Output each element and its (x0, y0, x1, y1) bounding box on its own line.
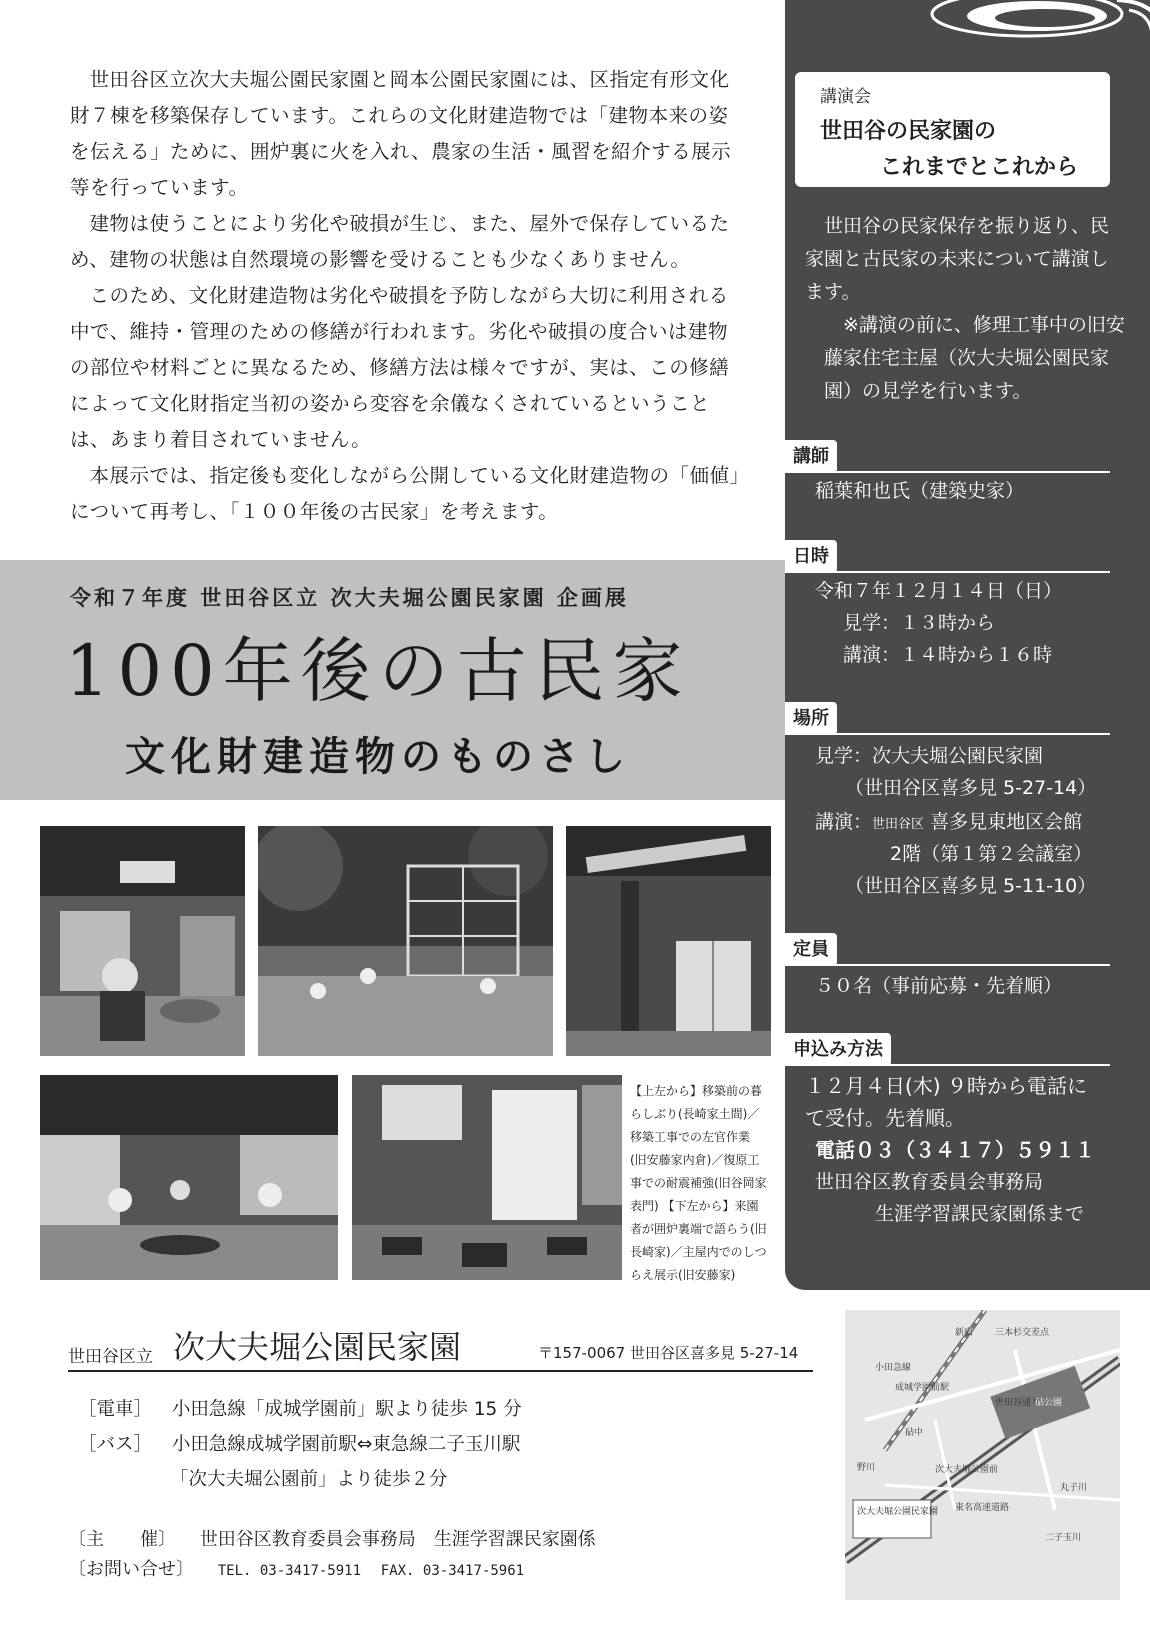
apply-rule (785, 1064, 1110, 1066)
datetime-heading (785, 540, 1110, 573)
venue-talk-room: 2階（第１第２会議室） (890, 843, 1093, 865)
venue-talk-hall: 喜多見東地区会館 (930, 811, 1083, 833)
map-label-futako: 二子玉川 (1045, 1533, 1082, 1543)
lecture-title-line2: これまでとこれから (880, 155, 1079, 180)
venue-talk-ward: 世田谷区 (872, 817, 925, 832)
apply-label: 申込み方法 (785, 1033, 891, 1066)
exhibit-tagline: 文化財建造物のものさし (125, 733, 631, 780)
lecture-description (805, 210, 1125, 408)
map-label-kinuta-park: 砧公園 (1035, 1398, 1063, 1408)
access-train (78, 1395, 522, 1421)
map-label-maruko: 丸子川 (1060, 1483, 1088, 1493)
datetime-date: 令和７年１２月１４日（日） (815, 580, 1063, 602)
footer-prefix: 世田谷区立 (68, 1347, 153, 1367)
map-label-nogawa: 野川 (857, 1463, 876, 1473)
access-train-text: 小田急線「成城学園前」駅より徒歩 15 分 (171, 1399, 522, 1420)
venue-tour: 見学：次大夫堀公園民家園 (815, 745, 1044, 767)
access-map-drawing (845, 1310, 1120, 1600)
photo-plaster-work (258, 826, 553, 1056)
venue-talk (815, 806, 1135, 841)
host-label: 〔主 催〕 (68, 1529, 176, 1550)
inquiry-label: 〔お問い合せ〕 (68, 1559, 194, 1580)
host-text: 世田谷区教育委員会事務局 生涯学習課民家園係 (199, 1529, 596, 1550)
photo-seismic-reinforcement (566, 826, 771, 1056)
access-bus (78, 1430, 520, 1456)
footer-name: 次大夫堀公園民家園 (173, 1328, 462, 1366)
apply-org2: 生涯学習課民家園係まで (875, 1203, 1085, 1225)
intro-paragraph-2: 建物は使うことにより劣化や破損が生じ、また、屋外で保存しているため、建物の状態は自然環境の影響を受けることも少なくありません。 (70, 212, 730, 271)
intro-paragraph-3: このため、文化財建造物は劣化や破損を予防しながら大切に利用される中で、維持・管理のための修繕が行われます。劣化や破損の度合いは建物の部位や材料ごとに異なるため、修繕方法は様々ですが、実は、この修繕によって文化財指定当初の姿から変容を余儀なくされているということは、あまり着目されていません。 (70, 284, 730, 451)
photo-hearth-image (40, 1075, 338, 1280)
capacity-rule (785, 964, 1110, 966)
photo-earthen-floor-image (40, 826, 245, 1056)
speaker-label: 講師 (785, 440, 837, 473)
host-line (68, 1525, 596, 1551)
apply-line1: １２月４日(木) ９時から電話に (805, 1074, 1087, 1098)
lecture-sidebar (785, 0, 1150, 1290)
apply-org1: 世田谷区教育委員会事務局 (815, 1171, 1044, 1193)
inquiry-line (68, 1555, 524, 1581)
venue-tour-address: （世田谷区喜多見 5-27-14） (845, 777, 1097, 799)
datetime-rule (785, 571, 1110, 573)
access-bus-stop: 「次大夫堀公園前」より徒歩２分 (170, 1469, 448, 1490)
photo-seismic-image (566, 826, 771, 1056)
map-label-tomei: 東名高速道路 (955, 1503, 1010, 1513)
datetime-label: 日時 (785, 540, 837, 573)
footer-address: 〒157-0067 世田谷区喜多見 5-27-14 (538, 1344, 799, 1362)
map-label-junction: 三本杉交差点 (995, 1328, 1050, 1338)
map-label-minkaen: 次大夫堀公園民家園 (857, 1507, 939, 1517)
capacity-label: 定員 (785, 933, 837, 966)
intro-paragraph-1: 世田谷区立次大夫堀公園民家園と岡本公園民家園には、区指定有形文化財７棟を移築保存しています。これらの文化財建造物では「建物本来の姿を伝える」ために、囲炉裏に火を入れ、農家の生活・風習を紹介する展示等を行っています。 (70, 68, 732, 199)
exhibit-subtitle: 令和７年度 世田谷区立 次大夫堀公園民家園 企画展 (70, 586, 629, 610)
cloud-swirl-icon (867, 0, 1150, 50)
map-label-setagaya-dori: 世田谷通り (995, 1398, 1041, 1408)
speaker-heading (785, 440, 1110, 473)
datetime-tour: 見学：１３時から (843, 612, 996, 634)
apply-phone: 電話０３（３４１７）５９１１ (815, 1138, 1095, 1162)
lecture-note: ※講演の前に、修理工事中の旧安藤家住宅主屋（次大夫堀公園民家園）の見学を行います。 (824, 314, 1125, 402)
photo-hearth-visitors (40, 1075, 338, 1280)
exhibit-title: 100年後の古民家 (65, 630, 691, 712)
inquiry-fax: FAX. 03-3417-5961 (380, 1563, 525, 1579)
speaker-rule (785, 471, 1110, 473)
lecture-kind: 講演会 (820, 87, 871, 107)
map-label-odakyu: 小田急線 (875, 1363, 912, 1373)
lecture-title-line1: 世田谷の民家園の (820, 119, 997, 144)
capacity-heading (785, 933, 1110, 966)
intro-text (70, 62, 740, 530)
photo-plaster-work-image (258, 826, 553, 1056)
venue-rule (785, 733, 1110, 735)
map-label-kinuta: 砧中 (905, 1428, 924, 1438)
map-label-station: 成城学園前駅 (895, 1383, 950, 1393)
access-train-label: ［電車］ (78, 1399, 153, 1420)
access-bus-text: 小田急線成城学園前駅⇔東急線二子玉川駅 (171, 1434, 521, 1455)
inquiry-tel: TEL. 03-3417-5911 (217, 1563, 362, 1579)
venue-talk-prefix: 講演： (815, 811, 873, 833)
exhibit-title-band (0, 560, 785, 800)
lecture-desc-text: 世田谷の民家保存を振り返り、民家園と古民家の未来について講演します。 (805, 215, 1110, 303)
access-bus-label: ［バス］ (78, 1434, 153, 1455)
photo-room-image (352, 1075, 622, 1280)
speaker-name: 稲葉和也氏（建築史家） (815, 480, 1025, 502)
apply-line2: て受付。先着順。 (805, 1106, 965, 1130)
footer-organization (68, 1322, 813, 1372)
capacity-value: ５０名（事前応募・先着順） (815, 975, 1063, 997)
photo-room-display (352, 1075, 622, 1280)
intro-paragraph-4: 本展示では、指定後も変化しながら公開している文化財建造物の「価値」について再考し、「１００年後の古民家」を考えます。 (70, 464, 740, 523)
lecture-title-box (795, 72, 1110, 187)
map-label-park-front: 次大夫堀公園前 (935, 1465, 999, 1475)
venue-talk-address: （世田谷区喜多見 5-11-10） (845, 875, 1097, 897)
photo-earthen-floor (40, 826, 245, 1056)
access-map (845, 1310, 1120, 1600)
apply-heading (785, 1033, 1110, 1066)
venue-heading (785, 702, 1110, 735)
venue-label: 場所 (785, 702, 837, 735)
map-label-shinjuku: 新宿 (955, 1328, 974, 1338)
datetime-talk: 講演：１４時から１６時 (843, 644, 1053, 666)
photo-caption: 【上左から】移築前の暮らしぶり(長崎家土間)／移築工事での左官作業 (旧安藤家内倉)／復原工事での耐震補強(旧谷岡家表門) 【下左から】来園者が囲炉裏端で語らう(旧長崎家)／主屋内でのしつらえ展示(旧安藤家) (630, 1084, 767, 1282)
